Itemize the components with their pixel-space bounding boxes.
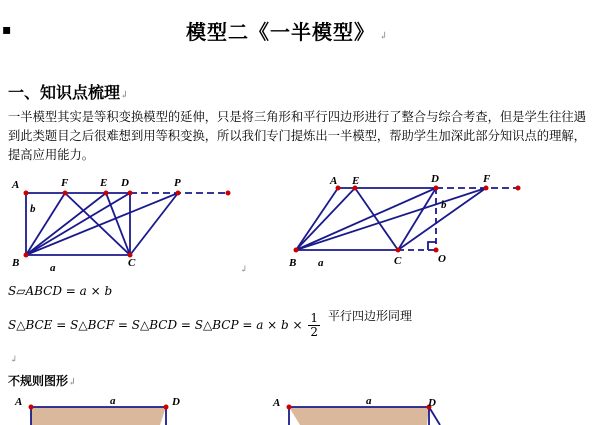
parallelogram-points [294, 186, 521, 253]
intro-paragraph: 一半模型其实是等积变换模型的延伸，只是将三角形和平行四边形进行了整合与综合考查，但是学生往往遇到此类题目之后很难想到用等积变换，所以我们专门提炼出一半模型，帮助学生加深此部分知识点的理解，提高应用能力。 [8, 110, 586, 162]
rectangle-figure [26, 193, 228, 255]
label-A4: A [273, 397, 281, 409]
irregular-heading: 不规则图形↲ [8, 374, 77, 388]
label-C2: C [394, 255, 402, 267]
label-a4: a [366, 395, 372, 407]
label-b1: b [30, 203, 36, 215]
label-A1: A [12, 179, 20, 191]
label-D2: D [431, 173, 439, 185]
label-B1: B [12, 257, 20, 269]
fraction-numerator: 1 [310, 311, 319, 325]
label-E2: E [352, 175, 360, 187]
label-E1: E [100, 177, 108, 189]
label-a1: a [50, 262, 56, 274]
label-F2: F [483, 173, 491, 185]
irregular-figure-1 [29, 405, 169, 425]
return-mark-1: ↲ [240, 265, 248, 275]
formula-area-rectangle: S▱ABCD = a × b [8, 284, 113, 298]
label-a2: a [318, 257, 324, 269]
return-mark-2: ↲ [10, 355, 18, 365]
parallelogram-note: 平行四边形同理 [328, 309, 413, 323]
label-C1: C [128, 257, 136, 269]
section-heading: 一、知识点梳理↲ [8, 83, 129, 102]
label-A3: A [15, 396, 23, 408]
label-b2: b [441, 199, 447, 211]
irregular-figure-2 [287, 405, 441, 425]
label-D3: D [172, 396, 180, 408]
parallelogram-figure [296, 188, 518, 250]
label-F1: F [61, 177, 69, 189]
page-title: 模型二《一半模型》 ↲ [186, 20, 389, 44]
label-B2: B [289, 257, 297, 269]
fraction-denominator: 2 [310, 325, 319, 339]
label-D4: D [428, 397, 436, 409]
bullet-marker: ▪ [2, 22, 12, 38]
label-a3: a [110, 395, 116, 407]
label-O2: O [438, 253, 446, 265]
formula-half-area: S△BCE = S△BCF = S△BCD = S△BCP = a × b × $\frac{1}{2}$ [8, 311, 319, 339]
label-P1: P [174, 177, 181, 189]
label-A2: A [330, 175, 338, 187]
label-D1: D [121, 177, 129, 189]
